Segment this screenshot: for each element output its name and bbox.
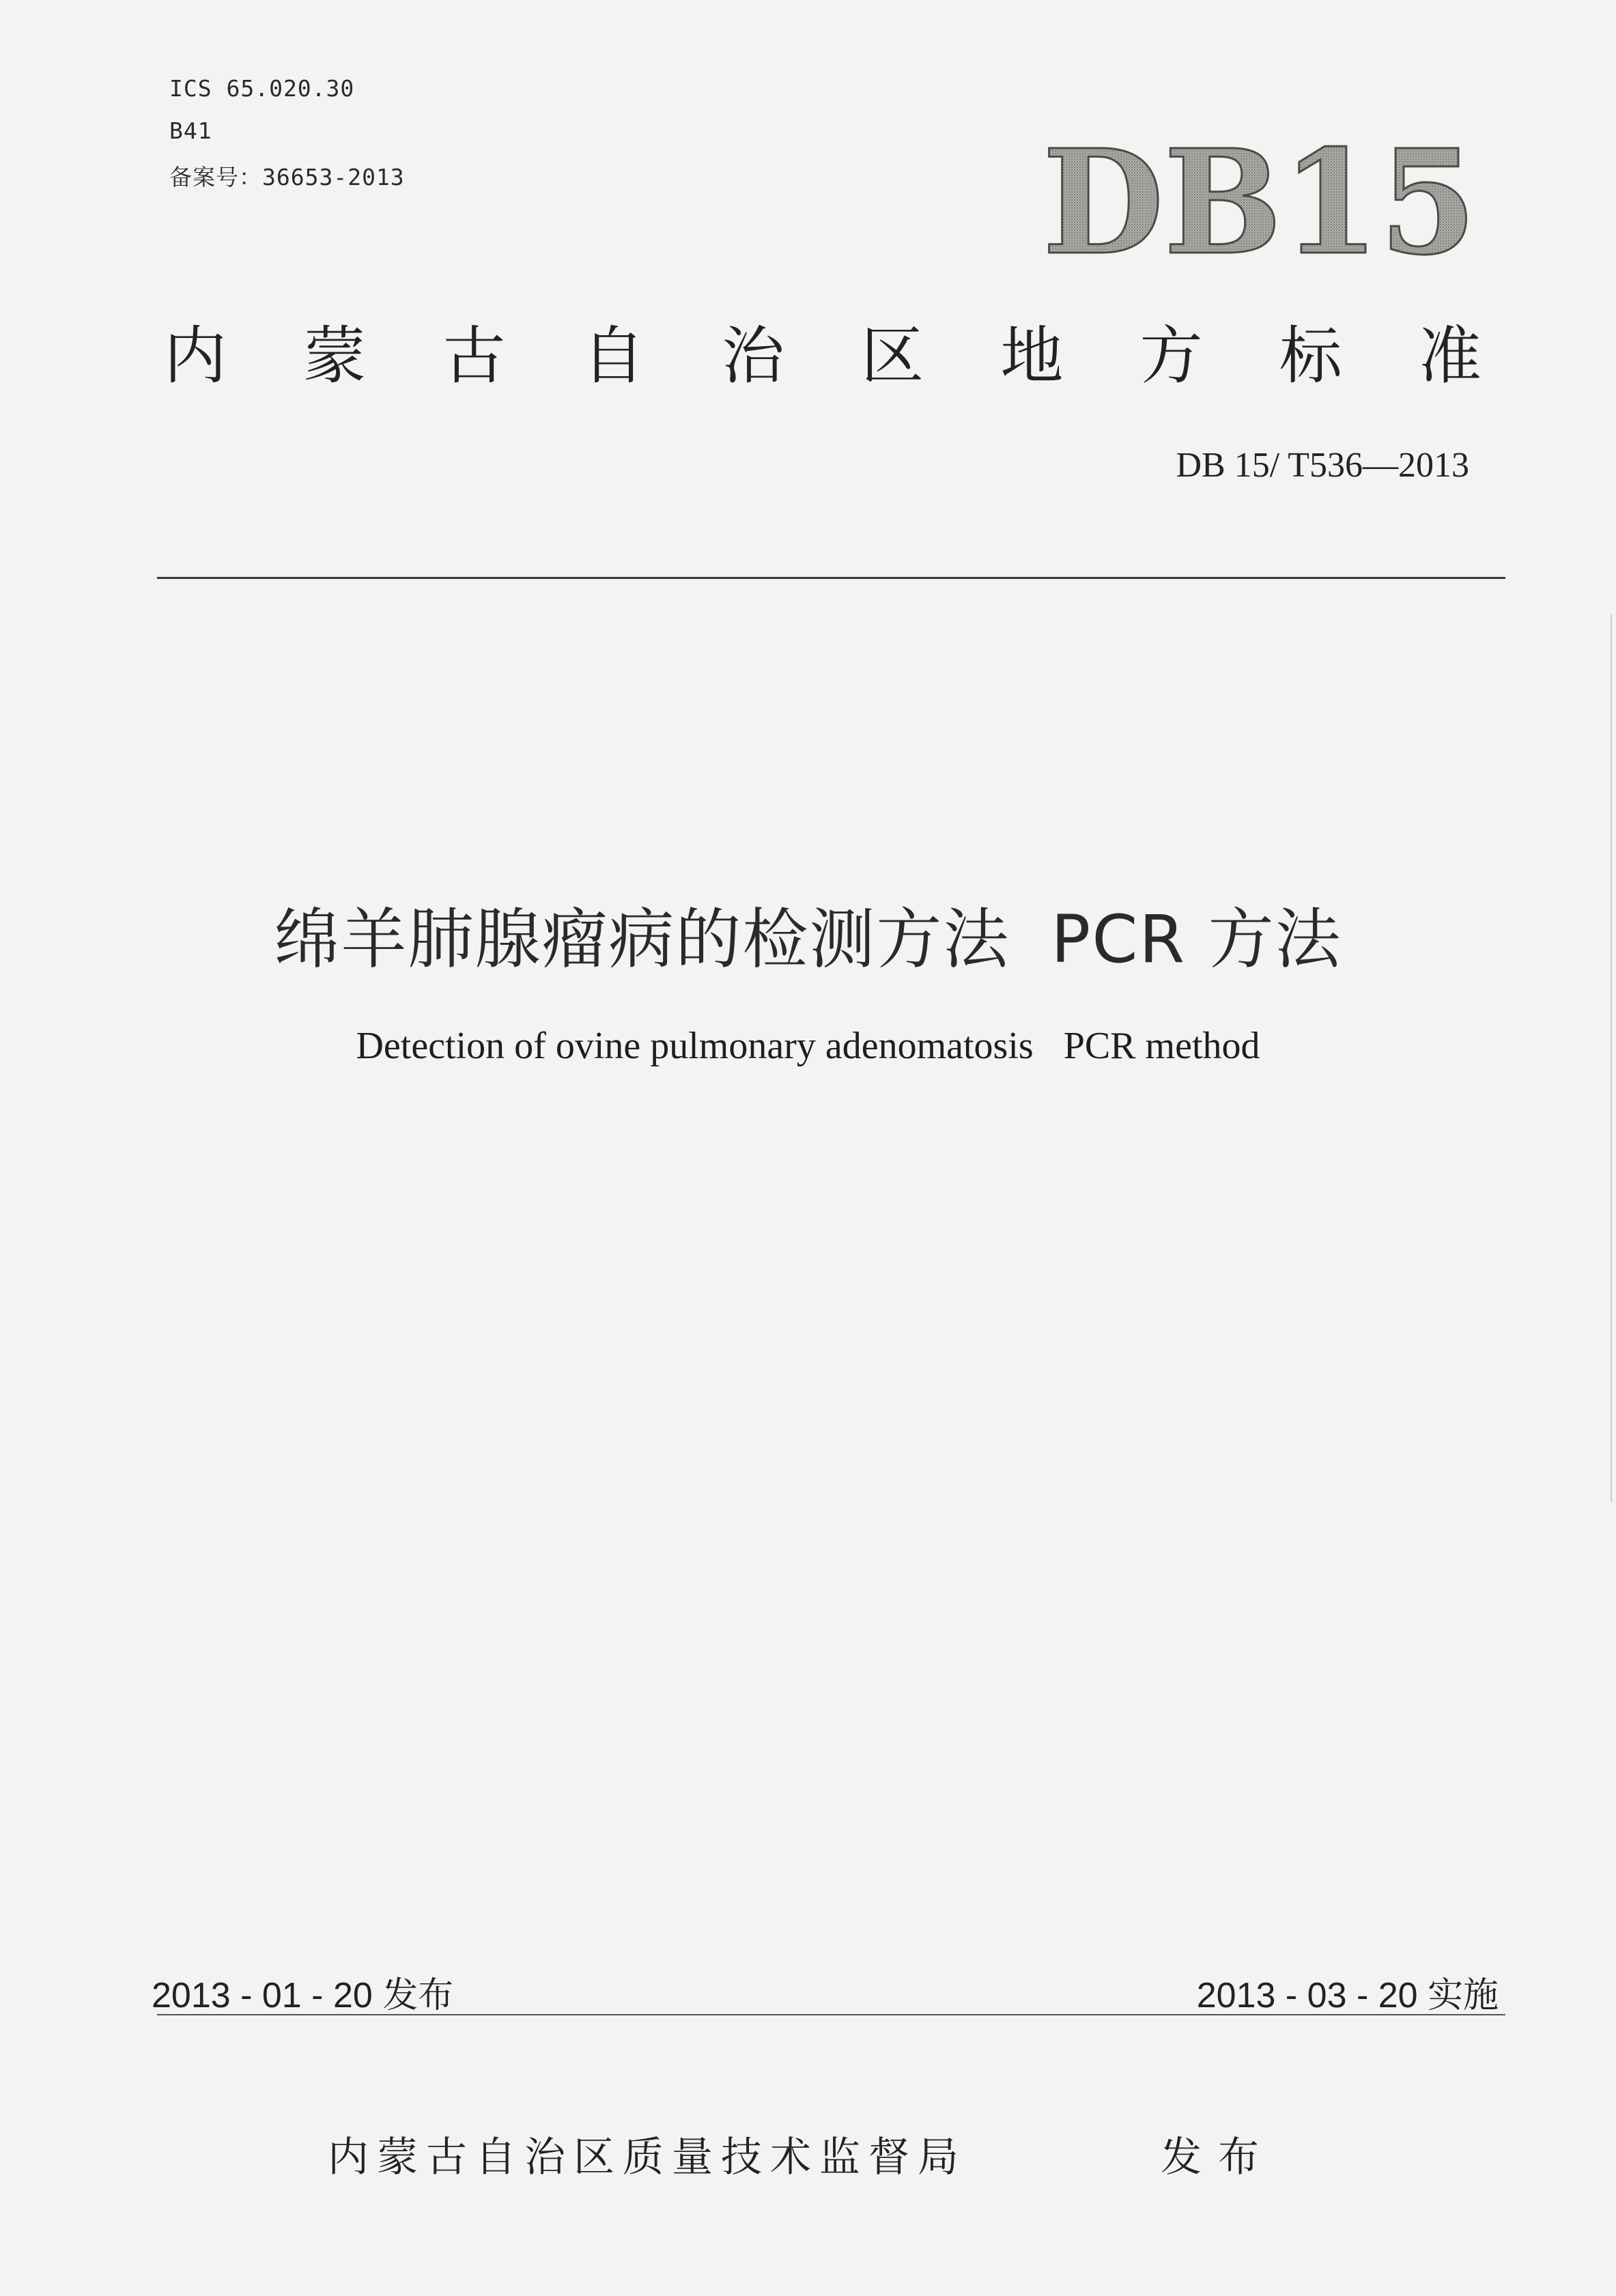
filing-number: 备案号：36653-2013 [169,164,405,190]
footer-divider [157,2014,1505,2015]
title-chinese-sub: PCR 方法 [1051,901,1342,978]
db15-logo [1041,137,1478,266]
standard-type-char: 治 [721,320,784,393]
standard-type-char: 蒙 [303,320,367,393]
title-english-sub: PCR method [1063,1025,1260,1067]
publish-label: 发布 [1161,2134,1275,2181]
db15-logo-text: DB15 [1043,137,1477,266]
standard-type-char: 地 [1000,320,1064,393]
issuing-authority: 内蒙古自治区质量技术监督局 [328,2134,967,2181]
title-english-main: Detection of ovine pulmonary adenomatosis [356,1025,1034,1067]
standard-type-char: 方 [1139,320,1203,393]
scan-edge-mark [1611,614,1612,1502]
title-chinese-main: 绵羊肺腺瘤病的检测方法 [274,901,1010,978]
issue-date: 2013 - 01 - 20 发布 [152,1976,454,2015]
title-chinese [0,888,1616,981]
standard-type-char: 准 [1418,320,1482,393]
standard-type-char: 自 [582,320,645,393]
implementation-date: 2013 - 03 - 20 实施 [1196,1976,1499,2015]
standard-type-heading [164,306,1482,396]
standard-number: DB 15/ T536—2013 [1176,446,1469,485]
ccs-code: B41 [169,117,212,144]
title-english [0,1024,1616,1068]
standard-type-char: 古 [442,320,506,393]
header-divider [157,577,1505,579]
standard-type-char: 标 [1279,320,1342,393]
standard-type-char: 区 [861,320,924,393]
ics-code: ICS 65.020.30 [169,75,355,102]
standard-type-char: 内 [164,320,227,393]
